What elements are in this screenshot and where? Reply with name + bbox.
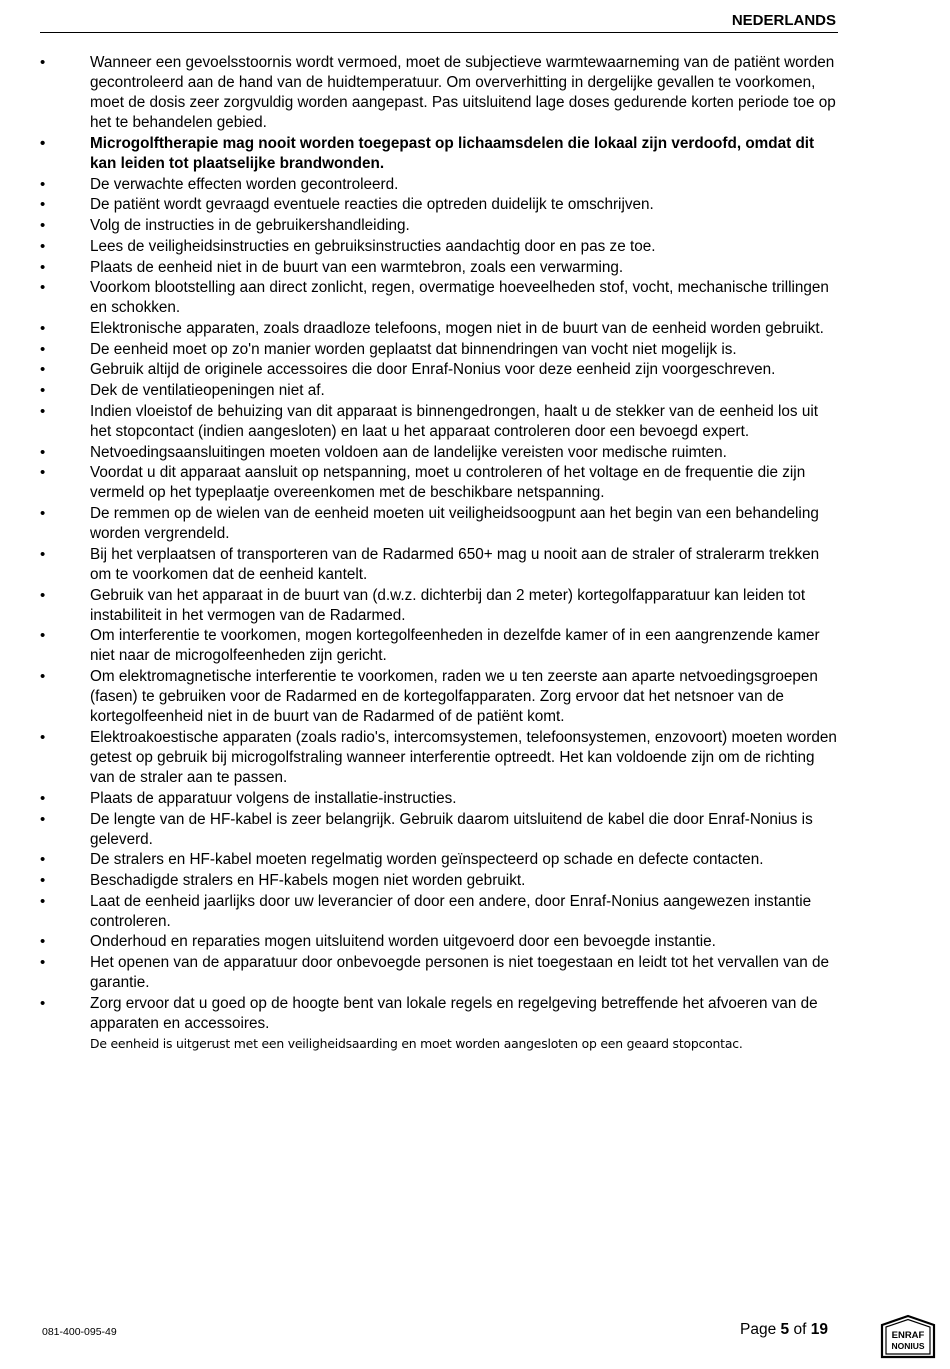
page-prefix: Page [740, 1321, 777, 1338]
page-total: 19 [810, 1321, 828, 1338]
list-item-text: Gebruik van het apparaat in de buurt van (d.w.z. dichterbij dan 2 meter) kortegolfapparatuur kan leiden tot instabiliteit in het vermogen van de Radarmed. [90, 586, 806, 624]
header-language: NEDERLANDS [731, 12, 836, 29]
list-item [38, 504, 838, 544]
bullet-icon: • [40, 382, 46, 400]
list-item [38, 728, 838, 788]
bullet-icon: • [40, 464, 46, 482]
bullet-icon: • [40, 668, 46, 686]
logo-line2: NONIUS [891, 1341, 925, 1351]
list-item [38, 953, 838, 993]
list-item [38, 850, 838, 870]
list-item [38, 892, 838, 932]
list-item [38, 258, 838, 278]
bullet-icon: • [40, 217, 46, 235]
bullet-icon: • [40, 54, 46, 71]
list-item-text: Bij het verplaatsen of transporteren van de Radarmed 650+ mag u nooit aan de straler of stralerarm trekken om te voorkomen dat de eenheid kantelt. [90, 545, 820, 583]
document-number: 081-400-095-49 [42, 1326, 117, 1338]
list-item [38, 175, 838, 195]
list-item [38, 53, 838, 133]
bullet-icon: • [40, 586, 46, 604]
safety-instructions-list [38, 53, 838, 1034]
bullet-icon: • [40, 954, 46, 972]
list-item-text: Het openen van de apparatuur door onbevoegde personen is niet toegestaan en leidt tot het vervallen van de garantie. [90, 954, 830, 992]
list-item-text: De remmen op de wielen van de eenheid moeten uit veiligheidsoogpunt aan het begin van een behandeling worden vergrendeld. [90, 504, 819, 543]
list-item [38, 216, 838, 236]
list-item [38, 443, 838, 463]
bullet-icon: • [40, 402, 46, 420]
list-item-text: Elektronische apparaten, zoals draadloze telefoons, mogen niet in de buurt van de eenheid worden gebruikt. [90, 319, 824, 337]
bullet-icon: • [40, 851, 46, 869]
list-item-text: Voorkom blootstelling aan direct zonlicht, regen, overmatige hoeveelheden stof, vocht, mechanische trillingen en schokken. [90, 279, 829, 317]
bullet-icon: • [40, 258, 46, 276]
bullet-icon: • [40, 134, 46, 152]
bullet-icon: • [40, 545, 46, 563]
list-item-text: Zorg ervoor dat u goed op de hoogte bent van lokale regels en regelgeving betreffende het afvoeren van de apparaten en accessoires. [90, 994, 818, 1033]
list-item-text: Plaats de apparatuur volgens de installatie-instructies. [90, 789, 457, 807]
list-item-text: Plaats de eenheid niet in de buurt van een warmtebron, zoals een verwarming. [90, 258, 624, 276]
bullet-icon: • [40, 319, 46, 337]
list-item [38, 319, 838, 339]
page-of: of [793, 1321, 807, 1338]
list-item-text: Lees de veiligheidsinstructies en gebruiksinstructies aandachtig door en pas ze toe. [90, 237, 656, 255]
list-item-text: De lengte van de HF-kabel is zeer belangrijk. Gebruik daarom uitsluitend de kabel die door Enraf-Nonius is geleverd. [90, 810, 813, 848]
bullet-icon: • [40, 627, 46, 645]
list-item [38, 545, 838, 585]
list-item-text: Beschadigde stralers en HF-kabels mogen niet worden gebruikt. [90, 872, 526, 889]
bullet-icon: • [40, 340, 46, 358]
list-item [38, 789, 838, 809]
list-item [38, 626, 838, 666]
bullet-icon: • [40, 504, 46, 522]
bullet-icon: • [40, 872, 46, 889]
list-item [38, 667, 838, 727]
list-item-text: Netvoedingsaansluitingen moeten voldoen aan de landelijke vereisten voor medische ruimten. [90, 443, 727, 461]
bullet-icon: • [40, 810, 46, 828]
bullet-icon: • [40, 279, 46, 297]
bullet-icon: • [40, 175, 46, 193]
list-item-text: Om elektromagnetische interferentie te voorkomen, raden we u ten zeerste aan aparte netvoedingsgroepen (fasen) te gebruiken voor de Radarmed en de kortegolfapparaten. Zorg ervoor dat het netsnoer van de kortegolfeenheid niet in de buurt van de Radarmed of de patiënt komt. [90, 668, 818, 726]
list-item [38, 994, 838, 1034]
list-item [38, 237, 838, 257]
list-item-text: Onderhoud en reparaties mogen uitsluitend worden uitgevoerd door een bevoegde instantie. [90, 933, 716, 951]
list-item-text: Laat de eenheid jaarlijks door uw leverancier of door een andere, door Enraf-Nonius aangewezen instantie controleren. [90, 892, 812, 930]
list-item-text: De verwachte effecten worden gecontroleerd. [90, 175, 399, 193]
list-item-text: Microgolftherapie mag nooit worden toegepast op lichaamsdelen die lokaal zijn verdoofd, omdat dit kan leiden tot plaatselijke brandwonden. [90, 134, 815, 173]
list-item [38, 360, 838, 380]
bullet-icon: • [40, 933, 46, 951]
page-indicator [740, 1321, 828, 1339]
bullet-icon: • [40, 361, 46, 379]
bullet-icon: • [40, 443, 46, 461]
list-item [38, 810, 838, 850]
list-item [38, 932, 838, 952]
list-item-text: Dek de ventilatieopeningen niet af. [90, 382, 325, 400]
list-item [38, 381, 838, 401]
list-item-text: De stralers en HF-kabel moeten regelmatig worden geïnspecteerd op schade en defecte contacten. [90, 851, 764, 869]
enraf-nonius-logo [878, 1313, 938, 1360]
list-item [38, 463, 838, 503]
list-item-text: Om interferentie te voorkomen, mogen kortegolfeenheden in dezelfde kamer of in een aangrenzende kamer niet naar de microgolfeenheden zijn gericht. [90, 627, 820, 665]
list-item [38, 586, 838, 626]
list-item-text: Indien vloeistof de behuizing van dit apparaat is binnengedrongen, haalt u de stekker van de eenheid los uit het stopcontact (indien aangesloten) en laat u het apparaat controleren door een bevoegd expert. [90, 402, 818, 440]
bullet-icon: • [40, 237, 46, 255]
list-item [38, 340, 838, 360]
document-body [38, 53, 838, 1052]
grounding-note: De eenheid is uitgerust met een veiligheidsaarding en moet worden aangesloten op een geaard stopcontac. [90, 1036, 743, 1052]
list-item-text: Volg de instructies in de gebruikershandleiding. [90, 217, 410, 235]
page-current: 5 [780, 1321, 790, 1338]
bullet-icon: • [40, 994, 46, 1012]
list-item-text: Elektroakoestische apparaten (zoals radio's, intercomsystemen, telefoonsystemen, enzovoort) moeten worden getest op gebruik bij microgolfstraling wanneer interferentie optreedt. Het kan voldoende zijn om de richting van de straler aan te passen. [90, 728, 837, 787]
bullet-icon: • [40, 789, 46, 807]
list-item [38, 134, 838, 174]
bullet-icon: • [40, 892, 46, 910]
list-item [38, 402, 838, 442]
logo-line1: ENRAF [891, 1330, 925, 1341]
list-item-text: De patiënt wordt gevraagd eventuele reacties die optreden duidelijk te omschrijven. [90, 196, 654, 214]
list-item [38, 278, 838, 318]
bullet-icon: • [40, 728, 46, 746]
bullet-icon: • [40, 196, 46, 214]
page-header [40, 10, 838, 33]
list-item-text: De eenheid moet op zo'n manier worden geplaatst dat binnendringen van vocht niet mogelijk is. [90, 340, 737, 358]
list-item [38, 195, 838, 215]
list-item [38, 871, 838, 891]
list-item-text: Voordat u dit apparaat aansluit op netspanning, moet u controleren of het voltage en de frequentie die zijn vermeld op het typeplaatje overeenkomen met de beschikbare netspanning. [90, 464, 806, 502]
list-item-text: Wanneer een gevoelsstoornis wordt vermoed, moet de subjectieve warmtewaarneming van de patiënt worden gecontroleerd aan de hand van de huidtemperatuur. Om oververhitting in dergelijke gevallen te voorkomen, moet de dosis zeer zorgvuldig worden aangepast. Pas uitsluitend lage doses gedurende korten periode toe op het te behandelen gebied. [90, 54, 836, 132]
list-item-text: Gebruik altijd de originele accessoires die door Enraf-Nonius voor deze eenheid zijn voorgeschreven. [90, 361, 776, 379]
